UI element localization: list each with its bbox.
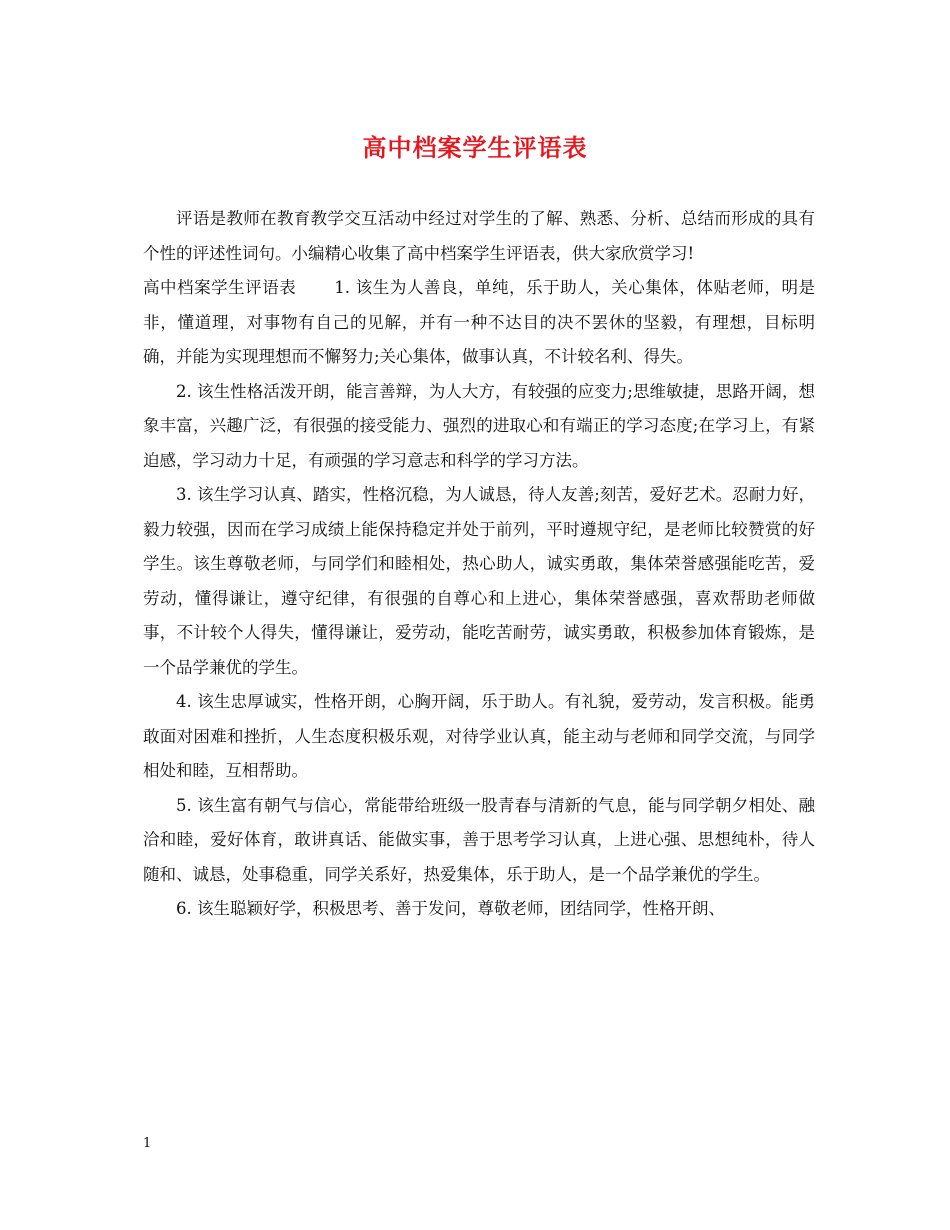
item-paragraph-6: 6. 该生聪颖好学，积极思考、善于发问，尊敬老师，团结同学，性格开朗、	[176, 899, 725, 918]
document-body	[143, 202, 815, 927]
document-title: 高中档案学生评语表	[362, 133, 588, 162]
item-paragraph-2: 2. 该生性格活泼开朗，能言善辩，为人大方，有较强的应变力;思维敏捷，思路开阔，想象丰富，兴趣广泛，有很强的接受能力、强烈的进取心和有端正的学习态度;在学习上，有紧迫感，学习动力十足，有顽强的学习意志和科学的学习方法。	[143, 381, 815, 470]
item-paragraph-5: 5. 该生富有朝气与信心，常能带给班级一股青春与清新的气息，能与同学朝夕相处、融洽和睦，爱好体育，敢讲真话、能做实事，善于思考学习认真，上进心强、思想纯朴，待人随和、诚恳，处事稳重，同学关系好，热爱集体，乐于助人，是一个品学兼优的学生。	[143, 795, 815, 884]
item-paragraph-1	[143, 271, 815, 375]
intro-paragraph: 评语是教师在教育教学交互活动中经过对学生的了解、熟悉、分析、总结而形成的具有个性的评述性词句。小编精心收集了高中档案学生评语表，供大家欣赏学习!	[143, 209, 815, 263]
item-paragraph-3: 3. 该生学习认真、踏实，性格沉稳，为人诚恳，待人友善;刻苦，爱好艺术。忍耐力好，毅力较强，因而在学习成绩上能保持稳定并处于前列，平时遵规守纪，是老师比较赞赏的好学生。该生尊敬老师，与同学们和睦相处，热心助人，诚实勇敢，集体荣誉感强能吃苦，爱劳动，懂得谦让，遵守纪律，有很强的自尊心和上进心，集体荣誉感强，喜欢帮助老师做事，不计较个人得失，懂得谦让，爱劳动，能吃苦耐劳，诚实勇敢，积极参加体育锻炼，是一个品学兼优的学生。	[143, 485, 815, 677]
item-paragraph-4: 4. 该生忠厚诚实，性格开朗，心胸开阔，乐于助人。有礼貌，爱劳动，发言积极。能勇敢面对困难和挫折，人生态度积极乐观，对待学业认真，能主动与老师和同学交流，与同学相处和睦，互相帮助。	[143, 692, 815, 780]
section-heading: 高中档案学生评语表	[143, 278, 297, 297]
item-text-1: 1. 该生为人善良，单纯，乐于助人，关心集体，体贴老师，明是非，懂道理，对事物有自己的见解，并有一种不达目的决不罢休的坚毅，有理想，目标明确，并能为实现理想而不懈努力;关心集体，做事认真，不计较名利、得失。	[143, 278, 815, 366]
page-number: 1	[143, 1136, 152, 1151]
